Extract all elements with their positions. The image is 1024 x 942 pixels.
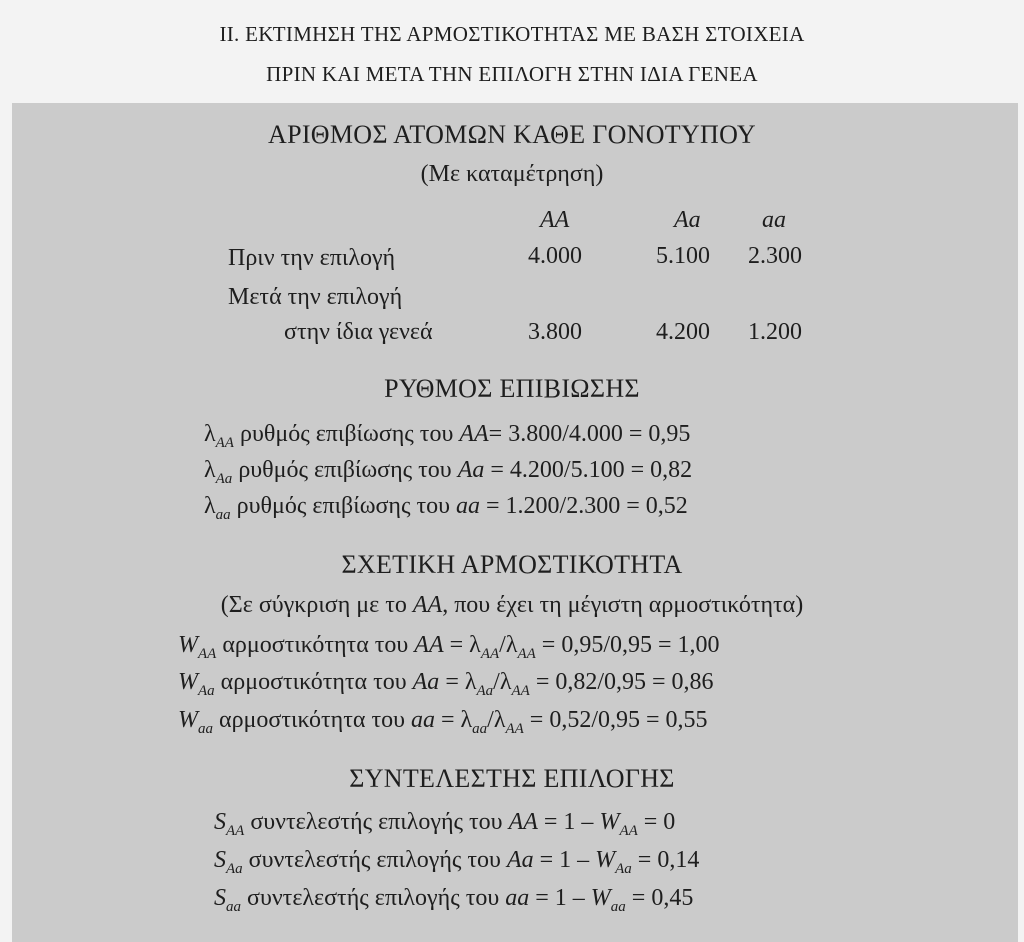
lambda-subscript: aa [472, 721, 488, 737]
genotype: AA [414, 632, 444, 658]
lambda-subscript: Aa [215, 471, 233, 487]
fitness-text: αρμοστικότητα του [219, 707, 405, 733]
survival-text: ρυθμός επιβίωσης του [236, 493, 451, 519]
fitness-subtitle-genotype: AA [412, 592, 443, 618]
lambda-subscript: AA [511, 683, 530, 699]
survival-calc: = 1.200/2.300 = 0,52 [480, 493, 688, 519]
page-heading-line-1: II. ΕΚΤΙΜΗΣΗ ΤΗΣ ΑΡΜΟΣΤΙΚΟΤΗΤΑΣ ΜΕ ΒΑΣΗ ΣΤΟΙΧΕΙΑ [219, 22, 805, 46]
selection-calc: = 0 [637, 809, 676, 835]
before-Aa: 5.100 [656, 243, 710, 269]
lambda-subscript: AA [517, 646, 536, 662]
selection-calc: = 0,14 [631, 847, 700, 873]
survival-title: ΡΥΘΜΟΣ ΕΠΙΒΙΩΣΗΣ [384, 374, 640, 403]
selection-row-Aa [214, 847, 700, 877]
fitness-title: ΣΧΕΤΙΚΗ ΑΡΜΟΣΤΙΚΟΤΗΤΑ [341, 550, 683, 579]
before-label: Πριν την επιλογή [228, 245, 396, 271]
lambda-subscript: Aa [476, 683, 494, 699]
column-header-Aa: Aa [674, 207, 701, 233]
minus-expression: = 1 – [543, 809, 600, 835]
selection-text: συντελεστής επιλογής του [247, 885, 500, 911]
w-symbol: W [599, 809, 620, 835]
fitness-subtitle-post: , που έχει τη μέγιστη αρμοστικότητα) [442, 592, 804, 618]
column-header-AA: AA [540, 207, 570, 233]
before-AA: 4.000 [528, 243, 582, 269]
w-subscript: Aa [198, 683, 215, 699]
fitness-row-Aa: $W_{Aa}$ αρμοστικότητα του $Aa = \lambda_{Aa}/\lambda_{AA} = 0,82/0,95 = 0,86$ [178, 669, 714, 699]
selection-calc: = 0,45 [625, 885, 694, 911]
minus-expression: = 1 – [539, 847, 596, 873]
fitness-subtitle [0, 593, 1024, 617]
after-Aa: 4.200 [656, 319, 710, 345]
w-symbol: W [590, 885, 611, 911]
s-subscript: AA [226, 823, 245, 839]
genotype: Aa [506, 847, 534, 873]
page-heading-line-2: ΠΡΙΝ ΚΑΙ ΜΕΤΑ ΤΗΝ ΕΠΙΛΟΓΗ ΣΤΗΝ ΙΔΙΑ ΓΕΝΕΑ [266, 62, 758, 86]
survival-text: ρυθμός επιβίωσης του [239, 421, 454, 447]
selection-title: ΣΥΝΤΕΛΕΣΤΗΣ ΕΠΙΛΟΓΗΣ [349, 764, 675, 793]
w-symbol: W [178, 707, 198, 733]
s-symbol: S [214, 885, 226, 911]
fitness-row-AA: $W_{AA}$ αρμοστικότητα του AA = $\lambda_{AA}/\lambda_{AA} = 0,95/0,95 = 1,00$ [178, 632, 720, 662]
fitness-row-aa: $W_{aa}$ αρμοστικότητα του aa = $\lambda_{aa}/\lambda_{AA} = 0,52/0,95 = 0,55$ [178, 707, 708, 737]
w-symbol: W [595, 847, 616, 873]
selection-row-AA [214, 809, 676, 839]
selection-text: συντελεστής επιλογής του [248, 847, 501, 873]
fitness-calc: = 0,52/0,95 = 0,55 [523, 707, 708, 733]
s-symbol: S [214, 809, 226, 835]
lambda-symbol: λ [493, 707, 506, 733]
w-subscript: AA [619, 823, 638, 839]
genotype: aa [410, 707, 435, 733]
after-label-1: Μετά την επιλογή [228, 284, 403, 310]
survival-calc: = 3.800/4.000 = 0,95 [488, 421, 691, 447]
lambda-symbol: λ [499, 669, 512, 695]
lambda-symbol: λ [505, 632, 518, 658]
w-subscript: aa [610, 899, 626, 915]
after-aa: 1.200 [748, 319, 802, 345]
minus-expression: = 1 – [535, 885, 591, 911]
fitness-text: αρμοστικότητα του [220, 669, 407, 695]
survival-row-AA [204, 421, 691, 451]
lambda-symbol: λ [460, 707, 473, 733]
counts-subtitle: (Με καταμέτρηση) [420, 161, 604, 187]
s-subscript: Aa [226, 861, 243, 877]
w-subscript: aa [198, 721, 213, 737]
w-subscript: Aa [615, 861, 632, 877]
w-symbol: W [178, 669, 198, 695]
selection-text: συντελεστής επιλογής του [250, 809, 503, 835]
genotype: AA [508, 809, 538, 835]
s-symbol: S [214, 847, 226, 873]
fitness-text: αρμοστικότητα του [222, 632, 409, 658]
genotype: aa [456, 493, 481, 519]
lambda-subscript: AA [215, 435, 234, 451]
before-aa: 2.300 [748, 243, 802, 269]
survival-row-aa [204, 493, 688, 523]
column-header-aa: aa [762, 207, 786, 233]
w-symbol: W [178, 632, 198, 658]
lambda-symbol: λ [464, 669, 477, 695]
lambda-symbol: λ [204, 457, 216, 483]
fitness-calc: = 0,82/0,95 = 0,86 [529, 669, 714, 695]
genotype: AA [459, 421, 489, 447]
after-AA: 3.800 [528, 319, 582, 345]
lambda-symbol: λ [469, 632, 481, 658]
lambda-subscript: AA [480, 646, 500, 662]
s-subscript: aa [226, 899, 241, 915]
fitness-calc: = 0,95/0,95 = 1,00 [535, 632, 720, 658]
survival-row-Aa [204, 457, 693, 487]
survival-text: ρυθμός επιβίωσης του [238, 457, 452, 483]
genotype: Aa [412, 669, 440, 695]
lambda-subscript: AA [505, 721, 524, 737]
survival-calc: = 4.200/5.100 = 0,82 [484, 457, 693, 483]
lambda-subscript: aa [215, 507, 231, 523]
w-subscript: AA [198, 646, 217, 662]
after-label-2: στην ίδια γενεά [284, 319, 433, 345]
lambda-symbol: λ [204, 493, 216, 519]
counts-title: ΑΡΙΘΜΟΣ ΑΤΟΜΩΝ ΚΑΘΕ ΓΟΝΟΤΥΠΟΥ [268, 120, 756, 149]
fitness-subtitle-pre: (Σε σύγκριση με το [220, 592, 413, 618]
genotype: Aa [457, 457, 485, 483]
lambda-symbol: λ [204, 421, 216, 447]
genotype: aa [505, 885, 530, 911]
selection-row-aa [214, 885, 694, 915]
